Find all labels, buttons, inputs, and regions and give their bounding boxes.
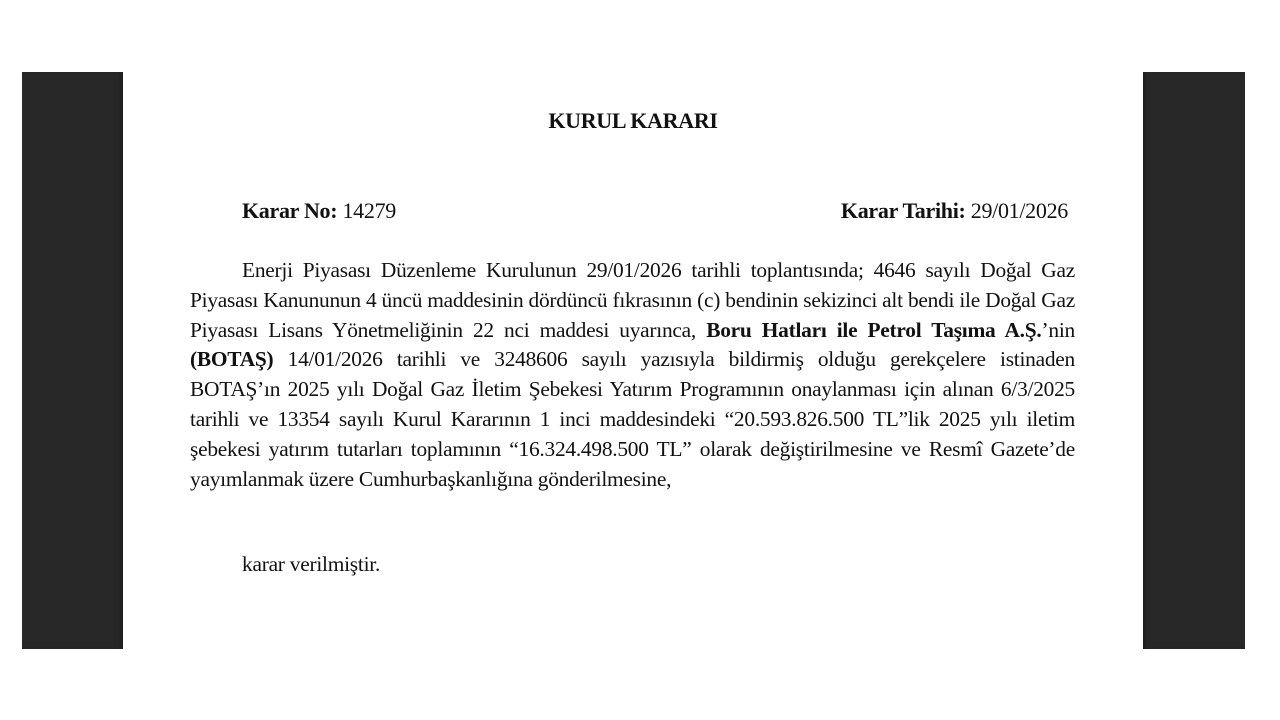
decision-date-value: 29/01/2026 xyxy=(965,198,1068,223)
left-dark-panel xyxy=(22,72,123,649)
decision-number-value: 14279 xyxy=(337,198,396,223)
document-page xyxy=(123,72,1143,649)
body-part-2: ’nin xyxy=(1041,317,1075,342)
decision-number-label: Karar No: xyxy=(242,198,338,223)
body-part-1: Enerji Piyasası Düzenleme Kurulunun 29/01/2026 tarihli toplantısında; 4646 sayılı Doğal Gaz Piyasası Kanununun 4 üncü maddesinin dördüncü fıkrasının (c) bendinin sekizinci alt bendi ile Doğal Gaz Piyasası Lisans Yönetmeliğinin 22 nci maddesi uyarınca, xyxy=(190,258,1075,342)
decision-number xyxy=(242,198,396,224)
decision-date-label: Karar Tarihi: xyxy=(840,198,966,223)
right-dark-panel xyxy=(1143,72,1245,649)
company-abbreviation: (BOTAŞ) xyxy=(190,347,274,372)
company-name: Boru Hatları ile Petrol Taşıma A.Ş. xyxy=(706,317,1042,342)
closing-statement: karar verilmiştir. xyxy=(242,552,381,576)
decision-body-paragraph xyxy=(190,256,1075,494)
decision-meta-row xyxy=(242,198,1068,224)
document-title: KURUL KARARI xyxy=(548,108,718,133)
body-part-3: 14/01/2026 tarihli ve 3248606 sayılı yazısıyla bildirmiş olduğu gerekçelere istinaden BOTAŞ’ın 2025 yılı Doğal Gaz İletim Şebekesi Yatırım Programının onaylanması için alınan 6/3/2025 tarihli ve 13354 sayılı Kurul Kararının 1 inci maddesindeki “20.593.826.500 TL”lik 2025 yılı iletim şebekesi yatırım tutarları toplamının “16.324.498.500 TL” olarak değiştirilmesine ve Resmî Gazete’de yayımlanmak üzere Cumhurbaşkanlığına gönderilmesine, xyxy=(190,347,1075,491)
decision-date xyxy=(841,198,1068,224)
